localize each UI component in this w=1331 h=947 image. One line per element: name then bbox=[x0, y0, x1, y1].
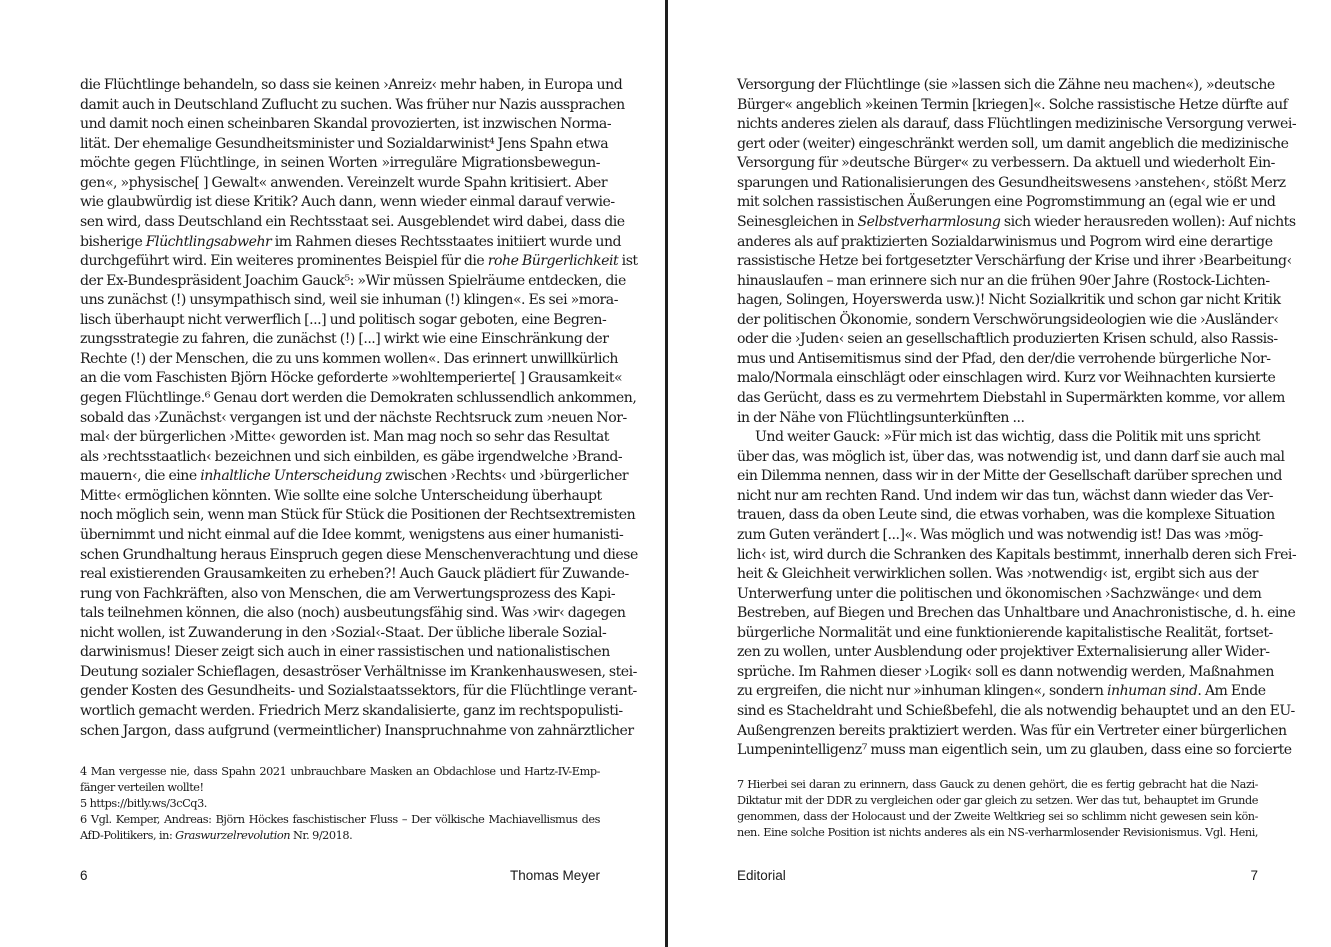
right-body-text bbox=[737, 76, 1297, 761]
text-line: sparungen und Rationalisierungen des Gesundheitswesens ›anstehen‹, stößt Merz bbox=[737, 174, 1286, 191]
text-line: nichts anderes zielen als darauf, dass Flüchtlingen medizinische Versorgung verwei- bbox=[737, 116, 1297, 133]
footnote-line: AfD-Politikers, in: Graswurzelrevolution Nr. 9/2018. bbox=[80, 829, 353, 842]
text-line: an die vom Faschisten Björn Höcke geforderte »wohltemperierte[ ] Grausamkeit« bbox=[80, 370, 623, 387]
text-line: möchte gegen Flüchtlinge, in seinen Worten »irreguläre Migrationsbewegun- bbox=[80, 155, 600, 172]
text-line: Versorgung für »deutsche Bürger« zu verbessern. Da aktuell und wiederholt Ein- bbox=[737, 155, 1275, 172]
text-line: die Flüchtlinge behandeln, so dass sie keinen ›Anreiz‹ mehr haben, in Europa und bbox=[80, 77, 623, 93]
text-line: gert oder (weiter) eingeschränkt werden soll, um damit angeblich die medizinische bbox=[737, 135, 1289, 152]
text-line: und damit noch einen scheinbaren Skandal provozierten, ist inzwischen Norma- bbox=[80, 116, 612, 133]
text-line: gegen Flüchtlinge.⁶ Genau dort werden die Demokraten schlussendlich ankommen, bbox=[80, 390, 637, 406]
text-line: zungsstrategie zu fahren, die zunächst (!) [...] wirkt wie eine Einschränkung der bbox=[80, 331, 609, 348]
text-line: in der Nähe von Flüchtlingsunterkünften ... bbox=[737, 409, 1025, 426]
text-line: sprüche. Im Rahmen dieser ›Logik‹ soll es dann notwendig werden, Maßnahmen bbox=[737, 663, 1274, 680]
text-line: uns zunächst (!) unsympathisch sind, weil sie inhuman (!) klingen«. Es sei »mora- bbox=[80, 292, 618, 309]
text-line: damit auch in Deutschland Zuflucht zu suchen. Was früher nur Nazis aussprachen bbox=[80, 96, 625, 113]
text-line: als ›rechtsstaatlich‹ bezeichnen und sich einbilden, es gäbe irgendwelche ›Brand- bbox=[80, 448, 623, 465]
left-page bbox=[80, 0, 638, 947]
text-line: lich‹ ist, wird durch die Schranken des Kapitals bestimmt, innerhalb deren sich Frei- bbox=[737, 546, 1297, 563]
text-line: durchgeführt wird. Ein weiteres prominentes Beispiel für die rohe Bürgerlichkeit ist bbox=[80, 253, 638, 270]
text-line: der Ex-Bundespräsident Joachim Gauck⁵: »Wir müssen Spielräume entdecken, die bbox=[80, 272, 626, 289]
text-line: Außengrenzen bereits praktiziert werden. Was für ein Vertreter einer bürgerlichen bbox=[737, 722, 1287, 739]
text-line: wie glaubwürdig ist diese Kritik? Auch dann, wenn wieder einmal darauf verwie- bbox=[80, 194, 615, 211]
text-line: mit solchen rassistischen Äußerungen eine Pogromstimmung an (egal wie er und bbox=[737, 194, 1276, 211]
text-line: das Gerücht, dass es zu vermehrtem Diebstahl in Supermärkten komme, vor allem bbox=[737, 390, 1285, 406]
text-line: Versorgung der Flüchtlinge (sie »lassen sich die Zähne neu machen«), »deutsche bbox=[737, 77, 1275, 93]
text-line: Unterwerfung unter die politischen und ökonomischen ›Sachzwänge‹ und dem bbox=[737, 585, 1262, 602]
text-line: lität. Der ehemalige Gesundheitsminister und Sozialdarwinist⁴ Jens Spahn etwa bbox=[80, 135, 609, 152]
text-line: schen Jargon, dass aufgrund (vermeintlicher) Inanspruchnahme von zahnärztlicher bbox=[80, 722, 634, 739]
footnote-line: 6 Vgl. Kemper, Andreas: Björn Höckes faschistischer Fluss – Der völkische Machiavellismus des bbox=[80, 813, 600, 826]
text-line: real existierenden Grausamkeiten zu erheben?! Auch Gauck plädiert für Zuwande- bbox=[80, 566, 629, 583]
text-line: lisch überhaupt nicht verwerflich [...] und politisch sogar geboten, eine Begren- bbox=[80, 311, 607, 328]
text-line: rung von Fachkräften, also von Menschen, die am Verwertungsprozess des Kapi- bbox=[80, 585, 616, 602]
text-line: sobald das ›Zunächst‹ vergangen ist und der nächste Rechtsruck zum ›neuen Nor- bbox=[80, 409, 627, 426]
footnote-line: Diktatur mit der DDR zu vergleichen oder gar gleich zu setzen. Wer das tut, behauptet im Grunde bbox=[737, 794, 1258, 807]
text-line: anderes als auf praktizierten Sozialdarwinismus und Pogrom wird eine derartige bbox=[737, 233, 1273, 250]
text-line: sen wird, dass Deutschland ein Rechtsstaat sei. Ausgeblendet wird dabei, dass die bbox=[80, 213, 625, 230]
right-footnotes bbox=[737, 777, 1258, 841]
running-head-section: Editorial bbox=[737, 868, 786, 883]
left-body-text bbox=[80, 76, 638, 741]
text-line: schen Grundhaltung heraus Einspruch gegen diese Menschenverachtung und diese bbox=[80, 546, 638, 563]
text-line: sind es Stacheldraht und Schießbefehl, die als notwendig behauptet und an den EU- bbox=[737, 703, 1295, 719]
text-line: hinauslaufen – man erinnere sich nur an die frühen 90er Jahre (Rostock-Lichten- bbox=[737, 272, 1270, 289]
text-line: Lumpenintelligenz⁷ muss man eigentlich sein, um zu glauben, dass eine so forcierte bbox=[737, 742, 1292, 759]
footnote-line: 4 Man vergesse nie, dass Spahn 2021 unbrauchbare Masken an Obdachlose und Hartz-IV-Emp- bbox=[80, 765, 600, 778]
text-line: zu ergreifen, die nicht nur »inhuman klingen«, sondern inhuman sind. Am Ende bbox=[737, 683, 1266, 700]
text-line: trauen, dass da oben Leute sind, die etwas vorhaben, was die komplexe Situation bbox=[737, 507, 1275, 524]
text-line: nicht wollen, ist Zuwanderung in den ›Sozial‹-Staat. Der übliche liberale Sozial- bbox=[80, 624, 607, 641]
text-line: Bürger« angeblich »keinen Termin [kriegen]«. Solche rassistische Hetze dürfte auf bbox=[737, 96, 1288, 113]
text-line: mauern‹, die eine inhaltliche Unterscheidung zwischen ›Rechts‹ und ›bürgerlicher bbox=[80, 468, 629, 485]
text-line: mal‹ der bürgerlichen ›Mitte‹ geworden ist. Man mag noch so sehr das Resultat bbox=[80, 429, 609, 446]
footnote-line: genommen, dass der Holocaust und der Zweite Weltkrieg sei so schlimm nicht gewesen sein kön- bbox=[737, 810, 1258, 823]
text-line: Seinesgleichen in Selbstverharmlosung sich wieder herausreden wollen): Auf nichts bbox=[737, 213, 1296, 230]
text-line: oder die ›Juden‹ seien an gesellschaftlich produzierten Krisen schuld, also Rassis- bbox=[737, 331, 1278, 348]
footnote-line: 5 https://bitly.ws/3cCq3. bbox=[80, 797, 207, 810]
text-line: gender Kosten des Gesundheits- und Sozialstaatssektors, für die Flüchtlinge verant- bbox=[80, 683, 637, 700]
text-line: heit & Gleichheit verwirklichen sollen. Was ›notwendig‹ ist, ergibt sich aus der bbox=[737, 566, 1258, 583]
text-line: bisherige Flüchtlingsabwehr im Rahmen dieses Rechtsstaates initiiert wurde und bbox=[80, 233, 622, 250]
text-line: hagen, Solingen, Hoyerswerda usw.)! Nicht Sozialkritik und schon gar nicht Kritik bbox=[737, 292, 1281, 309]
text-line: noch möglich sein, wenn man Stück für Stück die Positionen der Rechtsextremisten bbox=[80, 507, 636, 524]
text-line: tals teilnehmen können, die also (noch) ausbeutungsfähig sind. Was ›wir‹ dagegen bbox=[80, 605, 626, 622]
text-line: zen zu wollen, unter Ausblendung oder projektiver Externalisierung aller Wider- bbox=[737, 644, 1270, 661]
text-line: malo/Normala einschlägt oder einschlagen wird. Kurz vor Weihnachten kursierte bbox=[737, 370, 1276, 387]
text-line: Mitte‹ ermöglichen könnten. Wie sollte eine solche Unterscheidung überhaupt bbox=[80, 487, 602, 504]
text-line: zum Guten verändert [...]«. Was möglich und was notwendig ist! Das was ›mög- bbox=[737, 526, 1263, 543]
right-page bbox=[737, 0, 1297, 947]
text-line: rassistische Hetze bei fortgesetzter Verschärfung der Krise und ihrer ›Bearbeitung‹ bbox=[737, 253, 1292, 270]
left-footnotes bbox=[80, 764, 600, 844]
text-line: ein Dilemma nennen, dass wir in der Mitte der Gesellschaft darüber sprechen und bbox=[737, 468, 1282, 485]
text-line: der politischen Ökonomie, sondern Verschwörungsideologien wie die ›Ausländer‹ bbox=[737, 311, 1279, 328]
page-number: 6 bbox=[80, 868, 88, 883]
footnote-line: nen. Eine solche Position ist nichts anderes als ein NS-verharmlosender Revisionismus. Vgl. Heni, bbox=[737, 826, 1258, 839]
text-line: gen«, »physische[ ] Gewalt« anwenden. Vereinzelt wurde Spahn kritisiert. Aber bbox=[80, 174, 608, 191]
text-line: übernimmt und nicht einmal auf die Idee kommt, wenigstens aus einer humanisti- bbox=[80, 526, 624, 543]
footnote-line: fänger verteilen wollte! bbox=[80, 781, 204, 794]
running-head-author: Thomas Meyer bbox=[509, 868, 600, 883]
text-line: darwinismus! Dieser zeigt sich auch in einer rassistischen und nationalistischen bbox=[80, 644, 610, 661]
book-gutter-divider bbox=[665, 0, 668, 947]
text-line: über das, was möglich ist, über das, was notwendig ist, und dann darf sie auch mal bbox=[737, 448, 1285, 465]
text-line: Und weiter Gauck: »Für mich ist das wichtig, dass die Politik mit uns spricht bbox=[755, 429, 1261, 446]
text-line: Bestreben, auf Biegen und Brechen das Unhaltbare und Anachronistische, d. h. eine bbox=[737, 605, 1296, 622]
page-number: 7 bbox=[1250, 868, 1258, 883]
text-line: nicht nur am rechten Rand. Und indem wir das tun, wächst dann wieder das Ver- bbox=[737, 487, 1273, 504]
text-line: mus und Antisemitismus sind der Pfad, den der/die verrohende bürgerliche Nor- bbox=[737, 350, 1271, 367]
text-line: bürgerliche Normalität und eine funktionierende kapitalistische Realität, fortset- bbox=[737, 624, 1273, 641]
text-line: Rechte (!) der Menschen, die zu uns kommen wollen«. Das erinnert unwillkürlich bbox=[80, 350, 618, 367]
footnote-line: 7 Hierbei sei daran zu erinnern, dass Gauck zu denen gehört, die es fertig gebracht hat die Nazi- bbox=[737, 778, 1258, 791]
text-line: wortlich gemacht werden. Friedrich Merz skandalisierte, ganz im rechtspopulisti- bbox=[80, 703, 623, 719]
text-line: Deutung sozialer Schieflagen, desaströser Verhältnisse im Krankenhauswesen, stei- bbox=[80, 663, 637, 680]
